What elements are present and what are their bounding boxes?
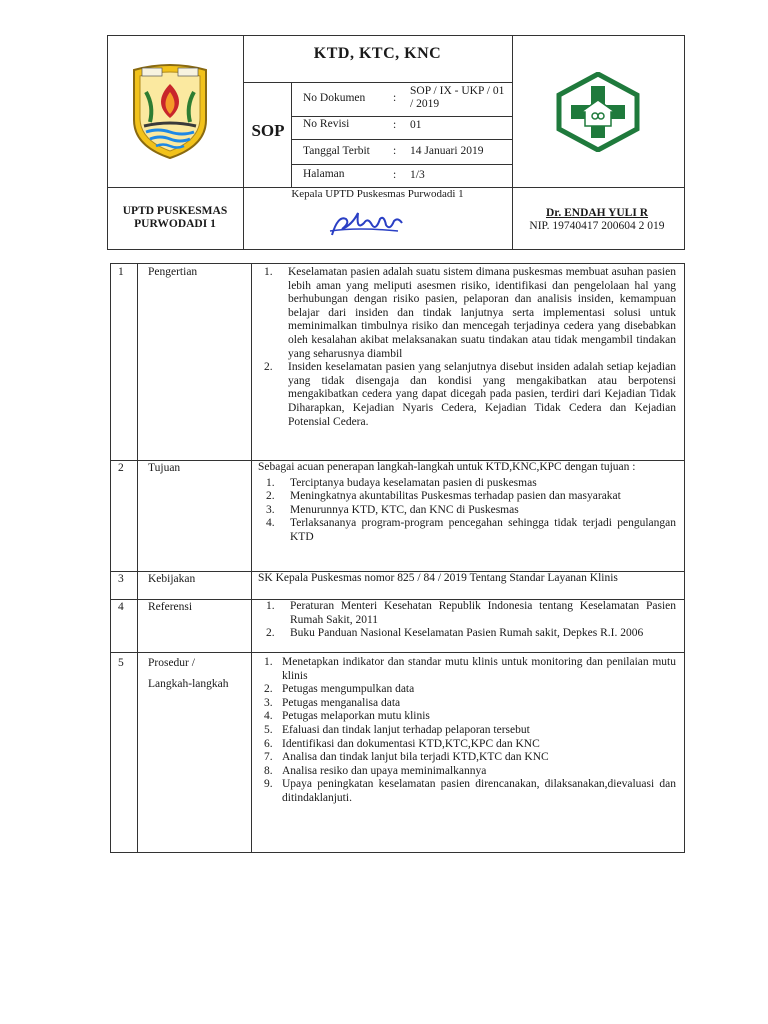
section-label-referensi: Referensi bbox=[148, 601, 193, 613]
list-item: 9. Upaya peningkatan keselamatan pasien direncanakan, dilaksanakan,dievaluasi dan ditindaklanjuti. bbox=[264, 778, 676, 804]
section-number: 5 bbox=[118, 657, 124, 669]
list-item: 5. Efaluasi dan tindak lanjut terhadap pelaporan tersebut bbox=[264, 723, 530, 736]
unit-name: UPTD PUSKESMAS PURWODADI 1 bbox=[122, 205, 228, 230]
field-sep: : bbox=[393, 119, 397, 131]
list-item: 2. Insiden keselamatan pasien yang selanjutnya disebut insiden adalah setiap kejadian yang tidak disengaja dan kondisi yang mengakibatkan atau berpotensi mengakibatkan cedera yang dapat dicegah pada pasien, terdiri dari Kejadian Tidak Diharapkan, Kejadian Nyaris Cedera, Kejadian Tidak Cedera dan Kejadian Potensial Cedera. bbox=[264, 361, 676, 428]
list-item: 4. Terlaksananya program-program pencegahan sehingga tidak terjadi pengulangan KTD bbox=[266, 517, 676, 543]
list-item: 3. Menurunnya KTD, KTC, dan KNC di Puskesmas bbox=[266, 503, 519, 516]
field-label-no-revisi: No Revisi bbox=[303, 118, 350, 130]
regency-emblem-logo bbox=[128, 62, 212, 160]
section-number: 2 bbox=[118, 462, 124, 474]
signer-nip: NIP. 19740417 200604 2 019 bbox=[529, 220, 665, 232]
section-body-referensi bbox=[258, 600, 676, 641]
section-label-tujuan: Tujuan bbox=[148, 462, 181, 474]
section-body-kebijakan: SK Kepala Puskesmas nomor 825 / 84 / 2019 Tentang Standar Layanan Klinis bbox=[258, 572, 618, 584]
field-sep: : bbox=[393, 92, 397, 104]
field-sep: : bbox=[393, 169, 397, 181]
list-item: 2. Buku Panduan Nasional Keselamatan Pasien Rumah sakit, Depkes R.I. 2006 bbox=[266, 627, 644, 640]
signature bbox=[328, 205, 408, 243]
section-label-prosedur: Prosedur / Langkah-langkah bbox=[148, 657, 229, 690]
section-number: 1 bbox=[118, 266, 124, 278]
list-item: 4. Petugas melaporkan mutu klinis bbox=[264, 710, 430, 723]
list-item: 1. Menetapkan indikator dan standar mutu klinis untuk monitoring dan penilaian mutu klinis bbox=[264, 656, 676, 682]
field-label-halaman: Halaman bbox=[303, 168, 345, 180]
section-number: 3 bbox=[118, 573, 124, 585]
field-value-no-revisi: 01 bbox=[410, 119, 422, 131]
document-title: KTD, KTC, KNC bbox=[313, 45, 442, 62]
list-item: 6. Identifikasi dan dokumentasi KTD,KTC,KPC dan KNC bbox=[264, 737, 540, 750]
list-item: 2. Petugas mengumpulkan data bbox=[264, 683, 415, 696]
sop-label: SOP bbox=[251, 121, 285, 140]
head-title: Kepala UPTD Puskesmas Purwodadi 1 bbox=[291, 188, 464, 200]
list-item: 7. Analisa dan tindak lanjut bila terjadi KTD,KTC dan KNC bbox=[264, 751, 549, 764]
field-value-tanggal-terbit: 14 Januari 2019 bbox=[410, 145, 484, 157]
list-item: 8. Analisa resiko dan upaya meminimalkannya bbox=[264, 764, 487, 777]
list-item: 1. Keselamatan pasien adalah suatu sistem dimana puskesmas membuat asuhan pasien lebih aman yang meliputi asesmen risiko, identifikasi dan pengelolaan hal yang berhubungan dengan risiko pasien, pelaporan dan analisis insiden, kemampuan belajar dari insiden dan tindak lanjutnya serta implementasi solusi untuk meminimalkan timbulnya risiko dan mencegah terjadinya cedera yang disebabkan oleh kesalahan akibat melaksanakan suatu tindakan atau tidak mengambil tindakan yang seharusnya diambil bbox=[264, 266, 676, 360]
section-body-pengertian bbox=[256, 266, 676, 429]
field-value-halaman: 1/3 bbox=[410, 169, 425, 181]
section-body-prosedur bbox=[258, 656, 676, 806]
section-label-kebijakan: Kebijakan bbox=[148, 573, 196, 585]
section-label-pengertian: Pengertian bbox=[148, 266, 198, 278]
field-value-no-dokumen: SOP / IX - UKP / 01 / 2019 bbox=[410, 85, 505, 110]
section-body-tujuan bbox=[258, 461, 676, 545]
signer-name: Dr. ENDAH YULI R bbox=[545, 207, 649, 219]
list-item: 1. Peraturan Menteri Kesehatan Republik Indonesia tentang Keselamatan Pasien Rumah Sakit, 2011 bbox=[266, 600, 676, 626]
puskesmas-logo bbox=[555, 72, 641, 152]
section-intro: Sebagai acuan penerapan langkah-langkah untuk KTD,KNC,KPC dengan tujuan : bbox=[258, 461, 636, 473]
section-number: 4 bbox=[118, 601, 124, 613]
list-item: 3. Petugas menganalisa data bbox=[264, 696, 401, 709]
field-label-tanggal-terbit: Tanggal Terbit bbox=[303, 145, 370, 157]
list-item: 2. Meningkatnya akuntabilitas Puskesmas terhadap pasien dan masyarakat bbox=[266, 490, 621, 503]
signer-block bbox=[512, 207, 682, 233]
field-label-no-dokumen: No Dokumen bbox=[303, 92, 366, 104]
field-sep: : bbox=[393, 145, 397, 157]
list-item: 1. Terciptanya budaya keselamatan pasien di puskesmas bbox=[266, 476, 537, 489]
